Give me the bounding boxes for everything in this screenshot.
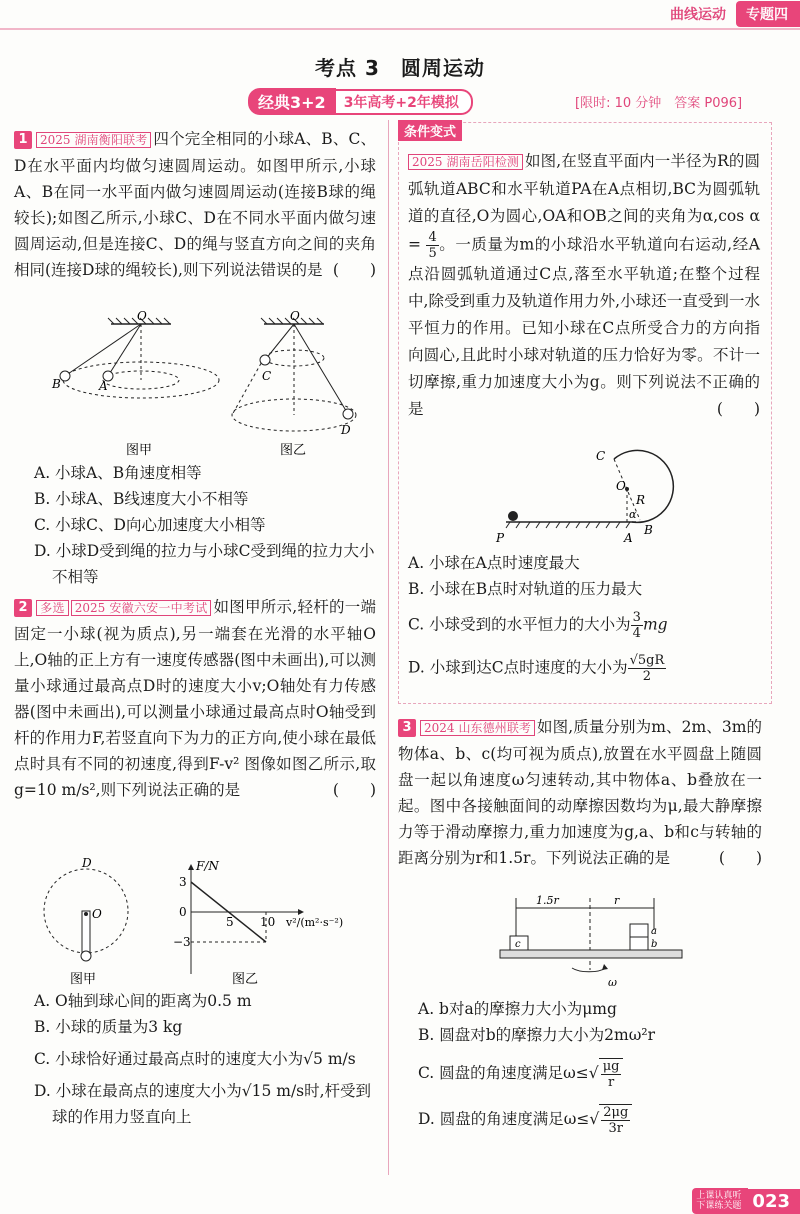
question-number: 2	[14, 599, 32, 617]
answer-blank: ( )	[718, 849, 762, 867]
label-p: P	[496, 531, 505, 545]
label-r: R	[636, 493, 646, 507]
question-number: 1	[14, 131, 32, 149]
option-c: C. 圆盘的角速度满足ω≤√ $\frac{\mu g}{r}$	[418, 1058, 764, 1090]
q2-figure	[36, 856, 376, 986]
label-c: c	[515, 939, 521, 950]
option-a: A. O轴到球心间的距离为0.5 m	[34, 992, 252, 1010]
question-2	[14, 594, 376, 803]
axis-x-label: v²/(m²·s⁻²)	[286, 916, 344, 929]
question-source: 2024 山东德州联考	[420, 720, 535, 736]
page-footer	[692, 1188, 800, 1214]
question-stem: 如图,质量分别为m、2m、3m的物体a、b、c(均可视为质点),放置在水平圆盘上随圆盘一起以角速度ω匀速转动,其中物体a、b叠放在一起。图中各接触面间的动摩擦因数均为μ,最大静摩擦力等于滑动摩擦力,重力加速度为g,a、b和c与转轴的距离分别为r和1.5r。下列说法正确的是	[398, 718, 763, 867]
chapter-title: 曲线运动	[670, 7, 726, 23]
page-number: 023	[748, 1189, 800, 1214]
question-3	[398, 714, 762, 871]
caption-fig-b: 图乙	[232, 972, 259, 986]
chapter-tag: 专题四	[736, 1, 800, 27]
tick-x-10: 10	[260, 915, 276, 929]
label-d: D	[82, 856, 92, 870]
variant-options	[408, 550, 760, 684]
q2-options	[34, 988, 380, 1130]
practice-ribbon	[248, 88, 473, 115]
label-b: B	[644, 523, 653, 537]
label-a: A	[624, 531, 633, 545]
caption-fig-a: 图甲	[70, 972, 97, 986]
label-d: D	[341, 423, 351, 437]
question-stem: 四个完全相同的小球A、B、C、D在水平面内均做匀速圆周运动。如图甲所示,小球A、B在同一水平面内做匀速圆周运动(连接B球的绳较长);如图乙所示,小球C、D在不同水平面内做匀速圆周运动,但是连接C、D的绳与竖直方向之间的夹角相同(连接D球的绳较长),则下列说法错误的是	[14, 130, 376, 279]
label-c: C	[262, 369, 272, 383]
option-c: C. 小球恰好通过最高点时的速度大小为√5 m/s	[34, 1050, 356, 1068]
tick-x-5: 5	[226, 915, 234, 929]
option-b: B. 圆盘对b的摩擦力大小为2mω²r	[418, 1026, 655, 1044]
option-b: B. 小球的质量为3 kg	[34, 1018, 183, 1036]
option-d: D. 小球在最高点的速度大小为√15 m/s时,杆受到球的作用力竖直向上	[34, 1082, 372, 1126]
option-b: B. 小球在B点时对轨道的压力最大	[408, 580, 643, 598]
label-c: C	[596, 449, 606, 463]
top-bar	[0, 0, 800, 28]
question-source: 2025 湖南衡阳联考	[36, 132, 151, 148]
option-b: B. 小球A、B线速度大小不相等	[34, 490, 249, 508]
answer-blank: ( )	[332, 261, 376, 279]
option-a: A. b对a的摩擦力大小为μmg	[418, 1000, 617, 1018]
label-alpha: α	[629, 508, 637, 521]
option-c: C. 小球受到的水平恒力的大小为 $\frac{3}{4}$ mg	[408, 610, 668, 641]
tick-y-3: 3	[179, 875, 187, 889]
variant-figure	[486, 446, 686, 546]
option-d: D. 小球到达C点时速度的大小为 $\frac{√5gR}{2}$	[408, 653, 665, 684]
question-source: 2025 安徽六安一中考试	[71, 600, 212, 616]
question-1	[14, 126, 376, 283]
label-omega: ω	[608, 976, 617, 989]
time-limit: [限时: 10 分钟 答案 P096]	[575, 96, 743, 111]
page-title: 考点 3 圆周运动	[315, 56, 485, 80]
variant-tag: 条件变式	[398, 120, 462, 141]
fraction-cos: $\frac{4}{5}$	[428, 230, 437, 261]
question-stem-2: 。一质量为m的小球沿水平轨道向右运动,经A点沿圆弧轨道通过C点,落至水平轨道;在整个过程中,除受到重力及轨道作用力外,小球还一直受到一水平恒力的作用。已知小球在C点所受合力的方向指向圆心,且此时小球对轨道的压力恰好为零。不计一切摩擦,重力加速度大小为g。则下列说法不正确的是	[408, 235, 760, 418]
label-15r: 1.5r	[536, 894, 559, 907]
question-tag: 多选	[36, 600, 69, 616]
label-b: b	[651, 939, 658, 950]
label-o2: O	[290, 310, 300, 323]
option-a: A. 小球A、B角速度相等	[34, 464, 202, 482]
option-c: C. 小球C、D向心加速度大小相等	[34, 516, 266, 534]
caption-fig-a: 图甲	[126, 443, 153, 458]
footer-slogan: 上课认真听 下课练关题	[692, 1188, 748, 1214]
label-b: B	[52, 377, 61, 391]
ribbon-right: 3年高考+2年模拟	[336, 89, 473, 115]
axis-y-label: F/N	[196, 859, 219, 873]
label-o: O	[92, 907, 102, 921]
answer-blank: ( )	[716, 400, 760, 418]
q3-figure	[496, 890, 696, 990]
q1-options	[34, 460, 380, 590]
caption-fig-b: 图乙	[280, 443, 307, 458]
label-a: a	[651, 926, 657, 937]
tick-y-neg3: −3	[173, 935, 191, 949]
question-source: 2025 湖南岳阳检测	[408, 154, 523, 170]
label-r: r	[614, 894, 620, 907]
variant-question	[408, 148, 760, 423]
label-o: O	[616, 479, 626, 493]
question-number: 3	[398, 719, 416, 737]
q1-figure	[36, 310, 366, 460]
label-o: O	[137, 310, 147, 323]
answer-blank: ( )	[332, 781, 376, 799]
question-stem-1: 如图,在竖直平面内一半径为R的圆弧轨道ABC和水平轨道PA在A点相切,BC为圆弧轨道的直径,O为圆心,OA和OB之间的夹角为α,cos α =	[408, 152, 760, 254]
column-divider	[388, 120, 389, 1175]
ribbon-left: 经典3+2	[248, 88, 336, 115]
option-d: D. 圆盘的角速度满足ω≤√ $\frac{2\mu g}{3r}$	[418, 1104, 764, 1136]
q3-options	[418, 996, 764, 1136]
option-a: A. 小球在A点时速度最大	[408, 554, 580, 572]
tick-origin: 0	[179, 905, 187, 919]
option-d: D. 小球D受到绳的拉力与小球C受到绳的拉力大小不相等	[34, 542, 375, 586]
label-a: A	[99, 379, 108, 393]
header-rule	[0, 28, 800, 30]
question-stem: 如图甲所示,轻杆的一端固定一小球(视为质点),另一端套在光滑的水平轴O上,O轴的正上方有一速度传感器(图中未画出),可以测量小球通过最高点D时的速度大小v;O轴处有力传感器(图中未画出),可以测量小球通过最高点时O轴受到杆的作用力F,若竖直向下为力的正方向,使小球在最低点时具有不同的初速度,得到F-v² 图像如图乙所示,取g=10 m/s²,则下列说法正确的是	[14, 598, 376, 799]
